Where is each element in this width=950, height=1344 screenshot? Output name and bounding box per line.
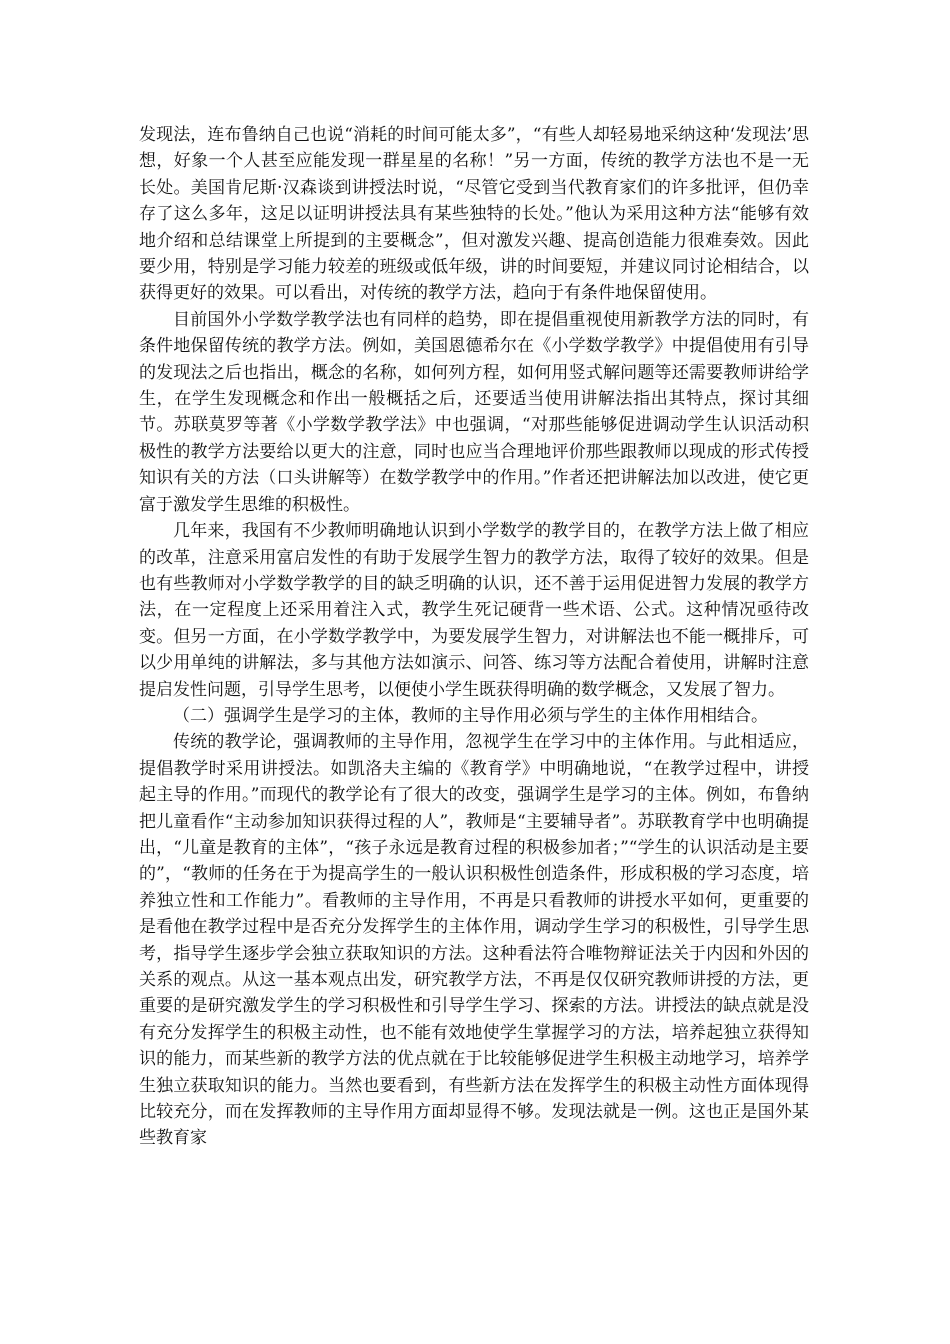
paragraph-discovery-critique: 发现法，连布鲁纳自己也说“消耗的时间可能太多”，“有些人却轻易地采纳这种‘发现法’思想，好象一个人甚至应能发现一群星星的名称！”另一方面，传统的教学方法也不是一无长处。美国肯尼斯·汉森谈到讲授法时说，“尽管它受到当代教育家们的许多批评，但仍幸存了这么多年，这足以证明讲授法具有某些独特的长处。”他认为采用这种方法“能够有效地介绍和总结课堂上所提到的主要概念”，但对激发兴趣、提高创造能力很难奏效。因此要少用，特别是学习能力较差的班级或低年级，讲的时间要短，并建议同讨论相结合，以获得更好的效果。可以看出，对传统的教学方法，趋向于有条件地保留使用。	[139, 125, 809, 304]
paragraph-domestic-reform: 几年来，我国有不少教师明确地认识到小学数学的教学目的，在教学方法上做了相应的改革，注意采用富启发性的有助于发展学生智力的教学方法，取得了较好的效果。但是也有些教师对小学数学教学的目的缺乏明确的认识，还不善于运用促进智力发展的教学方法，在一定程度上还采用着注入式，教学生死记硬背一些术语、公式。这种情况亟待改变。但另一方面，在小学数学教学中，为要发展学生智力，对讲解法也不能一概排斥，可以少用单纯的讲解法，多与其他方法如演示、问答、练习等方法配合着使用，讲解时注意提启发性问题，引导学生思考，以便使小学生既获得明确的数学概念，又发展了智力。	[139, 521, 809, 700]
paragraph-foreign-trend: 目前国外小学数学教学法也有同样的趋势，即在提倡重视使用新教学方法的同时，有条件地保留传统的教学方法。例如，美国恩德希尔在《小学数学教学》中提倡使用有引导的发现法之后也指出，概念的名称，如何列方程，如何用竖式解问题等还需要教师讲给学生，在学生发现概念和作出一般概括之后，还要适当使用讲解法指出其特点，探讨其细节。苏联莫罗等著《小学数学教学法》中也强调，“对那些能够促进调动学生认识活动积极性的教学方法要给以更大的注意，同时也应当合理地评价那些跟教师以现成的形式传授知识有关的方法（口头讲解等）在数学教学中的作用。”作者还把讲解法加以改进，使它更富于激发学生思维的积极性。	[139, 309, 809, 515]
body-text	[139, 122, 809, 1152]
paragraph-student-subject: 传统的教学论，强调教师的主导作用，忽视学生在学习中的主体作用。与此相适应，提倡教学时采用讲授法。如凯洛夫主编的《教育学》中明确地说，“在教学过程中，讲授起主导的作用。”而现代的教学论有了很大的改变，强调学生是学习的主体。例如，布鲁纳把儿童看作“主动参加知识获得过程的人”，教师是“主要辅导者”。苏联教育学中也明确提出，“儿童是教育的主体”，“孩子永远是教育过程的积极参加者；”“学生的认识活动是主要的”，“教师的任务在于为提高学生的一般认识积极性创造条件，形成积极的学习态度，培养独立性和工作能力”。看教师的主导作用，不再是只看教师的讲授水平如何，更重要的是看他在教学过程中是否充分发挥学生的主体作用，调动学生学习的积极性，引导学生思考，指导学生逐步学会独立获取知识的方法。这种看法符合唯物辩证法关于内因和外因的关系的观点。从这一基本观点出发，研究教学方法，不再是仅仅研究教师讲授的方法，更重要的是研究激发学生的学习积极性和引导学生学习、探索的方法。讲授法的缺点就是没有充分发挥学生的积极主动性，也不能有效地使学生掌握学习的方法，培养起独立获得知识的能力，而某些新的教学方法的优点就在于比较能够促进学生积极主动地学习，培养学生独立获取知识的能力。当然也要看到，有些新方法在发挥学生的积极主动性方面体现得比较充分，而在发挥教师的主导作用方面却显得不够。发现法就是一例。这也正是国外某些教育家	[139, 732, 809, 1149]
section-heading: （二）强调学生是学习的主体，教师的主导作用必须与学生的主体作用相结合。	[173, 705, 768, 726]
